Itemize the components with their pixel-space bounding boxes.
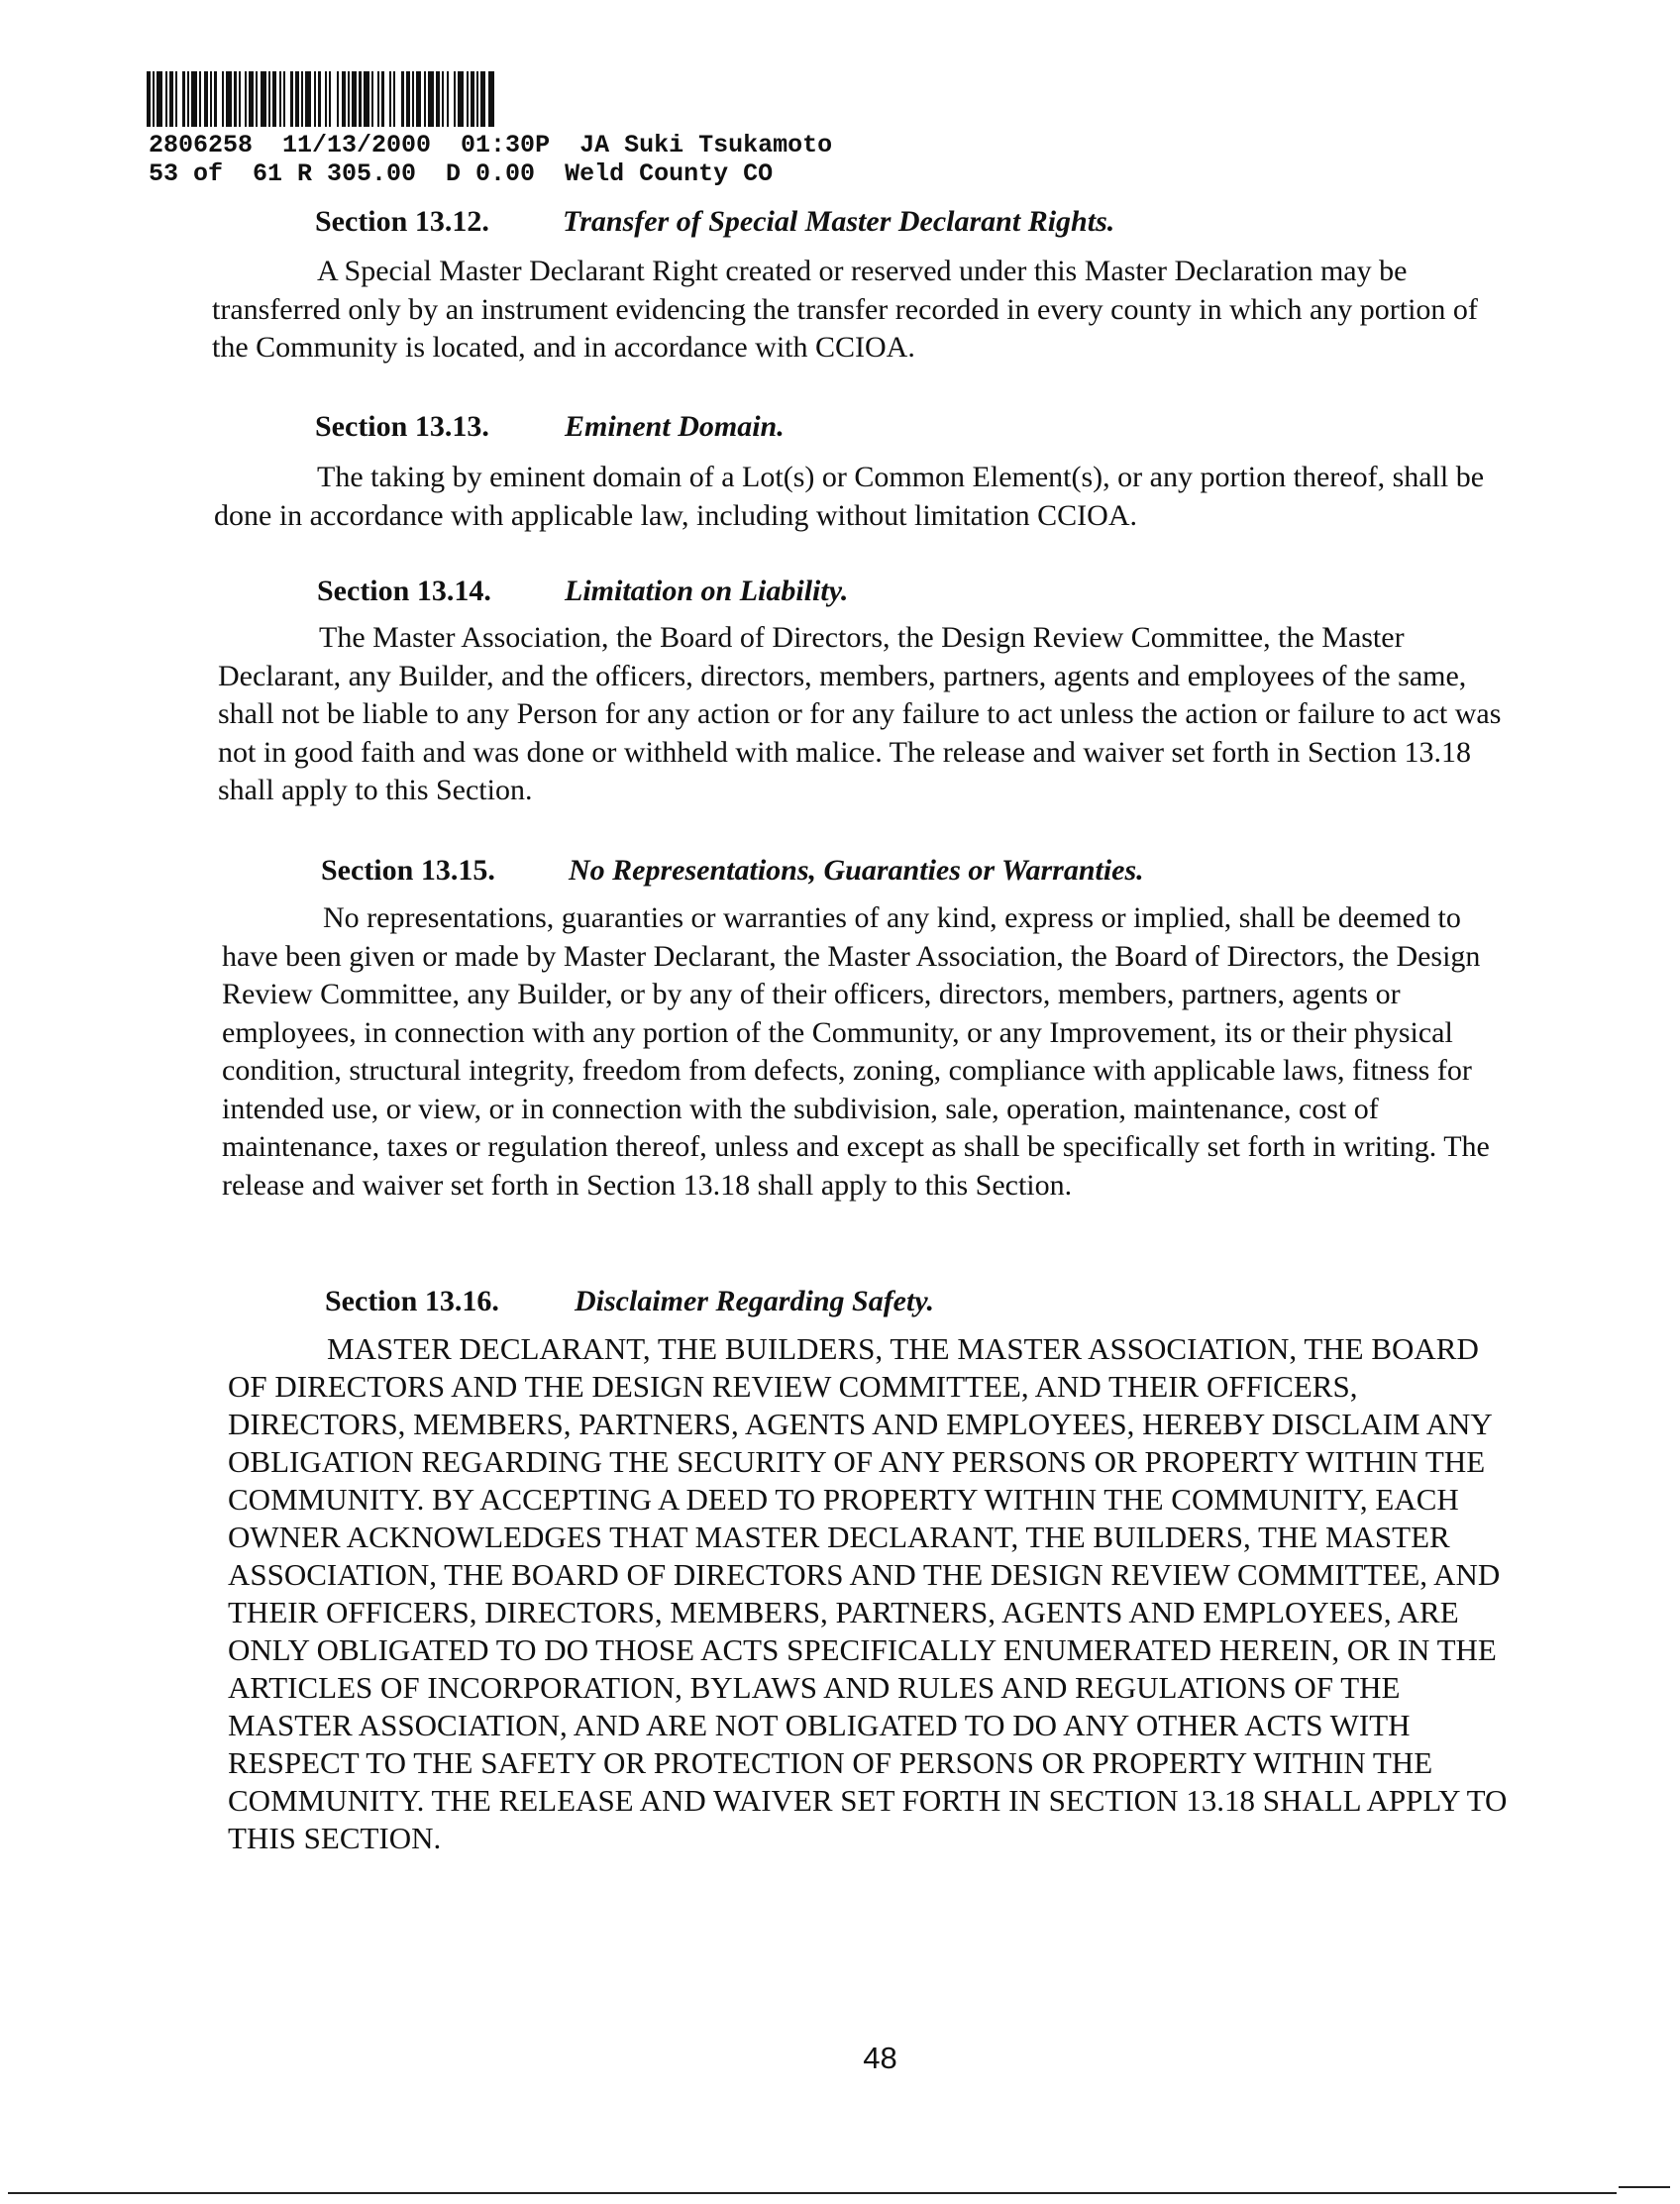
section-body: No representations, guaranties or warranties of any kind, express or implied, shall be deemed to have been given or made by Master Declarant, the Master Association, the Board of Directors, the Design Review Committee, any Builder, or by any of their officers, directors, members, partners, agents or employees, in connection with any portion of the Community, or any Improvement, its or their physical condition, structural integrity, freedom from defects, zoning, compliance with applicable laws, fitness for intended use, or view, or in connection with the subdivision, sale, operation, maintenance, cost of maintenance, taxes or regulation thereof, unless and except as shall be specifically set forth in writing. The release and waiver set forth in Section 13.18 shall apply to this Section. [222,901,1490,1202]
section-title: Disclaimer Regarding Safety. [575,1285,935,1317]
section-title: No Representations, Guaranties or Warranties. [569,854,1144,887]
recording-stamp-line-2: 53 of 61 R 305.00 D 0.00 Weld County CO [149,159,774,188]
section-body: MASTER DECLARANT, THE BUILDERS, THE MASTER ASSOCIATION, THE BOARD OF DIRECTORS AND THE DESIGN REVIEW COMMITTEE, AND THEIR OFFICERS, DIRECTORS, MEMBERS, PARTNERS, AGENTS AND EMPLOYEES, HEREBY DISCLAIM ANY OBLIGATION REGARDING THE SECURITY OF ANY PERSONS OR PROPERTY WITHIN THE COMMUNITY. BY ACCEPTING A DEED TO PROPERTY WITHIN THE COMMUNITY, EACH OWNER ACKNOWLEDGES THAT MASTER DECLARANT, THE BUILDERS, THE MASTER ASSOCIATION, THE BOARD OF DIRECTORS AND THE DESIGN REVIEW COMMITTEE, AND THEIR OFFICERS, DIRECTORS, MEMBERS, PARTNERS, AGENTS AND EMPLOYEES, ARE ONLY OBLIGATED TO DO THOSE ACTS SPECIFICALLY ENUMERATED HEREIN, OR IN THE ARTICLES OF INCORPORATION, BYLAWS AND RULES AND REGULATIONS OF THE MASTER ASSOCIATION, AND ARE NOT OBLIGATED TO DO ANY OTHER ACTS WITH RESPECT TO THE SAFETY OR PROTECTION OF PERSONS OR PROPERTY WITHIN THE COMMUNITY. THE RELEASE AND WAIVER SET FORTH IN SECTION 13.18 SHALL APPLY TO THIS SECTION. [228,1331,1508,1855]
barcode [147,71,836,127]
section-body: The Master Association, the Board of Directors, the Design Review Committee, the Master Declarant, any Builder, and the officers, directors, members, partners, agents and employees of the same, shall not be liable to any Person for any action or for any failure to act unless the action or failure to act was not in good faith and was done or withheld with malice. The release and waiver set forth in Section 13.18 shall apply to this Section. [218,621,1502,806]
section-number: Section 13.14. [317,575,491,607]
section-number: Section 13.16. [325,1285,499,1317]
scan-edge-mark [1619,2186,1670,2188]
section-number: Section 13.13. [315,410,489,443]
section-body: The taking by eminent domain of a Lot(s) or Common Element(s), or any portion thereof, shall be done in accordance with applicable law, including without limitation CCIOA. [214,461,1485,532]
section-title: Eminent Domain. [565,410,785,443]
page-number: 48 [863,2041,897,2075]
scan-edge-line [8,2192,1617,2194]
section-number: Section 13.15. [321,854,495,887]
recording-stamp-line-1: 2806258 11/13/2000 01:30P JA Suki Tsukamoto [149,131,833,159]
section-body: A Special Master Declarant Right created or reserved under this Master Declaration may be transferred only by an instrument evidencing the transfer recorded in every county in which any portion of the Community is located, and in accordance with CCIOA. [212,255,1478,364]
section-title: Limitation on Liability. [565,575,849,607]
section-number: Section 13.12. [315,205,489,238]
section-title: Transfer of Special Master Declarant Rights. [563,205,1115,238]
